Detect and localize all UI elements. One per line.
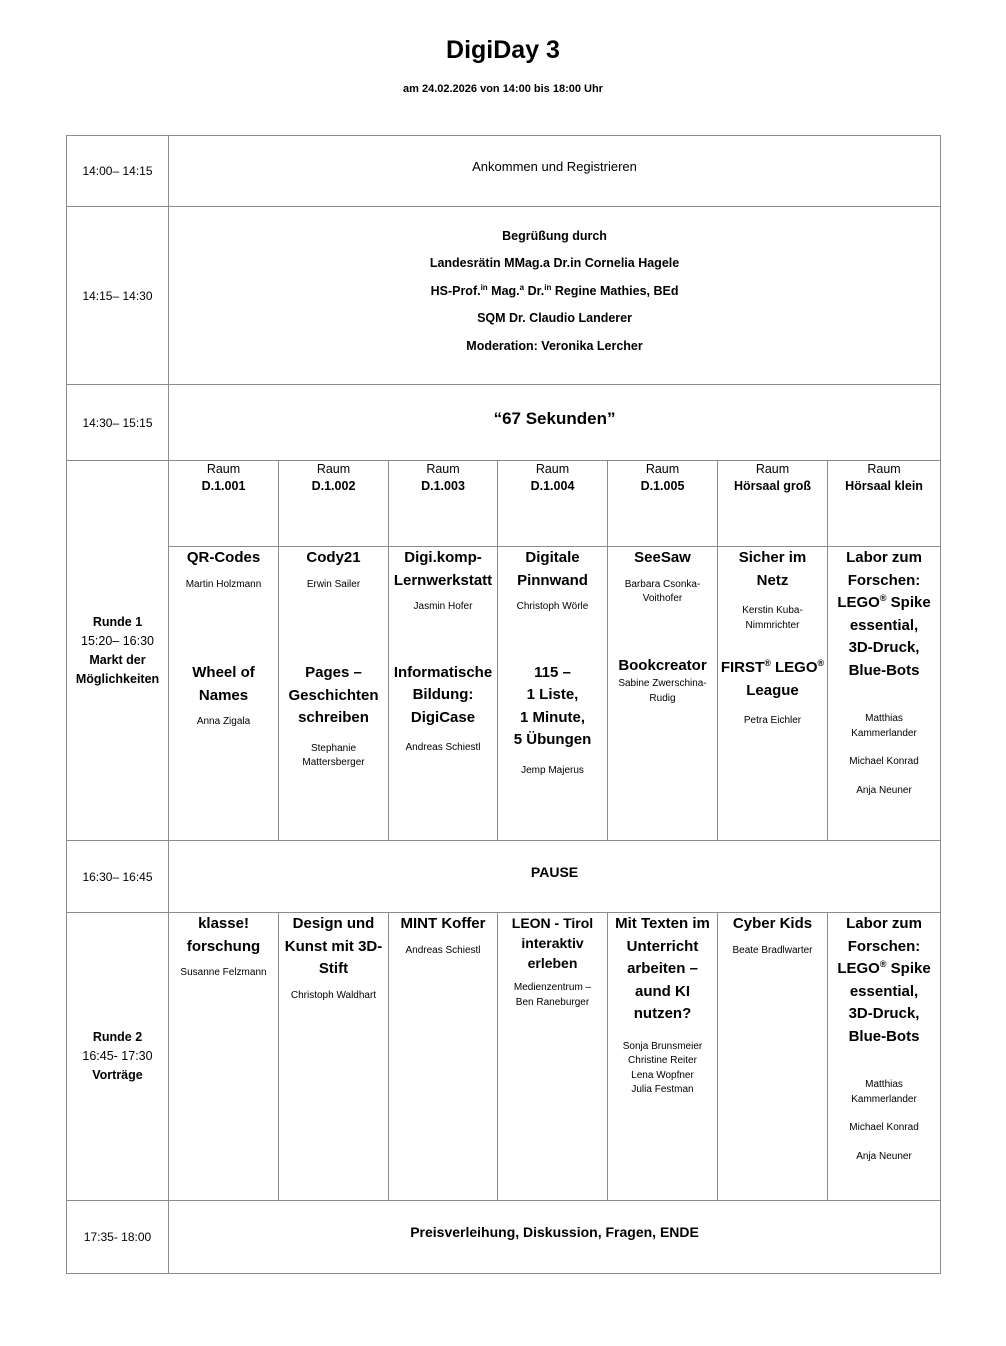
room-header: Raum D.1.005 — [608, 461, 718, 547]
session-speaker: Andreas Schiestl — [405, 944, 481, 956]
session-title: Forschen: — [847, 571, 921, 589]
round1-label-cell — [67, 461, 169, 841]
session-title: Forschen: — [847, 937, 921, 955]
session-title: Sicher im — [738, 549, 807, 566]
round1-subtitle: Markt der — [89, 652, 146, 667]
pause-cell — [169, 841, 941, 913]
session-title: MINT Koffer — [400, 915, 486, 932]
session-title: Unterricht — [626, 937, 699, 955]
keynote-cell — [169, 385, 941, 461]
session-title: essential, — [849, 982, 919, 1000]
session-cell — [389, 547, 498, 841]
session-speaker: Petra Eichler — [743, 715, 802, 726]
session-speaker: Anja Neuner — [856, 784, 912, 796]
session-title: Lernwerkstatt — [393, 571, 493, 589]
session-title: Geschichten — [288, 686, 379, 704]
room-header: Raum D.1.003 — [389, 461, 498, 547]
session-title: Bookcreator — [618, 656, 707, 674]
session-title: essential, — [849, 616, 919, 634]
session-title: Kunst mit 3D- — [284, 937, 383, 955]
session-title: Mit Texten im — [615, 915, 710, 932]
session-speaker: Kerstin Kuba- Nimmrichter — [742, 605, 803, 631]
session-speaker: Erwin Sailer — [306, 578, 361, 590]
session-title: Blue-Bots — [848, 1027, 920, 1045]
round1-time: 15:20– 16:30 — [81, 633, 154, 648]
round2-subtitle: Vorträge — [92, 1068, 143, 1082]
session-title: LEGO® Spike — [837, 959, 931, 977]
session-speaker: Michael Konrad — [849, 1122, 919, 1133]
time-cell: 14:30– 15:15 — [67, 385, 169, 461]
schedule-row-keynote — [67, 385, 941, 461]
session-title: interaktiv — [521, 935, 584, 951]
session-title: Design und — [292, 915, 375, 932]
session-speaker: Michael Konrad — [849, 756, 919, 767]
round2-label-cell — [67, 913, 169, 1201]
session-speaker: Anja Neuner — [856, 1150, 912, 1162]
session-title: 115 – — [534, 663, 571, 681]
time-cell: 14:15– 14:30 — [67, 207, 169, 385]
session-title: QR-Codes — [186, 549, 261, 566]
session-cell — [608, 547, 718, 841]
welcome-line: Landesrätin MMag.a Dr.in Cornelia Hagele — [429, 256, 680, 271]
session-cell — [498, 913, 608, 1201]
session-cell — [279, 913, 389, 1201]
session-title: Digitale — [525, 549, 580, 566]
welcome-line: SQM Dr. Claudio Landerer — [477, 311, 632, 326]
session-title: 3D-Druck, — [848, 1005, 920, 1022]
session-title: Cyber Kids — [732, 915, 813, 932]
session-speaker: Sonja Brunsmeier Christine Reiter Lena Wopfner Julia Festman — [622, 1040, 703, 1095]
session-title: Stift — [318, 960, 349, 977]
schedule-row-arrival — [67, 136, 941, 207]
session-cell — [389, 913, 498, 1201]
session-speaker: Stephanie Mattersberger — [302, 742, 365, 768]
session-title: LEON - Tirol — [511, 915, 594, 931]
welcome-cell — [169, 207, 941, 385]
session-speaker: Andreas Schiestl — [405, 742, 481, 753]
session-title: erleben — [527, 955, 578, 971]
session-cell — [718, 913, 828, 1201]
session-speaker: Sabine Zwerschina- Rudig — [618, 678, 707, 704]
session-cell — [608, 913, 718, 1201]
pause-label: PAUSE — [530, 863, 579, 880]
round2-time: 16:45- 17:30 — [82, 1049, 153, 1063]
session-cell — [828, 547, 941, 841]
room-header: Raum D.1.002 — [279, 461, 389, 547]
session-speaker: Barbara Csonka- Voithofer — [624, 578, 701, 604]
closing-text: Preisverleihung, Diskussion, Fragen, ENDE — [410, 1224, 699, 1240]
session-speaker: Martin Holzmann — [185, 578, 262, 590]
session-speaker: Medienzentrum – Ben Raneburger — [513, 982, 592, 1008]
session-title: Names — [198, 686, 249, 704]
round1-label: Runde 1 — [92, 614, 143, 629]
session-title: nutzen? — [633, 1005, 692, 1022]
session-title: Bildung: — [412, 686, 474, 703]
round2-label: Runde 2 — [92, 1030, 143, 1044]
schedule-row-closing — [67, 1201, 941, 1274]
session-speaker: Beate Bradlwarter — [732, 944, 813, 956]
session-title: Blue-Bots — [848, 661, 920, 679]
round1-sessions-row — [67, 547, 941, 841]
welcome-line: Moderation: Veronika Lercher — [466, 338, 643, 353]
session-title: 3D-Druck, — [848, 639, 920, 656]
schedule-table — [66, 135, 941, 1274]
session-title: Netz — [756, 571, 789, 589]
session-cell — [828, 913, 941, 1201]
session-title: Cody21 — [306, 549, 361, 566]
session-title: Pinnwand — [517, 571, 588, 589]
room-header: Raum Hörsaal groß — [718, 461, 828, 547]
session-title: arbeiten – — [627, 960, 698, 977]
session-title: forschung — [186, 937, 261, 955]
welcome-line: HS-Prof.$^{in}$ Mag.$^a$ Dr.$^{in}$ Regine Mathies, BEd — [430, 282, 679, 298]
arrival-text: Ankommen und Registrieren — [472, 159, 637, 174]
session-cell — [718, 547, 828, 841]
page-title: DigiDay 3 — [446, 36, 560, 64]
session-title: klasse! — [198, 915, 249, 932]
time-cell: 17:35- 18:00 — [67, 1201, 169, 1274]
round1-subtitle: Möglichkeiten — [75, 671, 160, 686]
welcome-line: Begrüßung durch — [502, 228, 607, 243]
schedule-row-pause — [67, 841, 941, 913]
session-title: schreiben — [298, 709, 369, 726]
session-title: League — [746, 681, 799, 699]
session-speaker: Susanne Felzmann — [180, 967, 267, 978]
session-title: Informatische — [393, 663, 493, 681]
time-cell: 16:30– 16:45 — [67, 841, 169, 913]
time-cell: 14:00– 14:15 — [67, 136, 169, 207]
room-header: Raum D.1.004 — [498, 461, 608, 547]
session-title: Labor zum — [846, 549, 922, 566]
session-title: Digi.komp- — [404, 549, 482, 566]
session-title: 1 Minute, — [519, 708, 585, 726]
session-speaker: Matthias Kammerlander — [851, 713, 917, 739]
session-cell — [279, 547, 389, 841]
session-cell — [169, 547, 279, 841]
session-speaker: Christoph Waldhart — [290, 989, 377, 1001]
room-header: Raum Hörsaal klein — [828, 461, 941, 547]
page-subtitle: am 24.02.2026 von 14:00 bis 18:00 Uhr — [403, 83, 603, 95]
schedule-row-welcome — [67, 207, 941, 385]
rooms-row — [67, 461, 941, 547]
arrival-cell — [169, 136, 941, 207]
keynote-title: “67 Sekunden” — [493, 408, 616, 428]
session-speaker: Christoph Wörle — [516, 601, 589, 612]
session-cell — [498, 547, 608, 841]
session-title: SeeSaw — [634, 549, 691, 566]
session-title: 1 Liste, — [526, 686, 579, 703]
session-title: aund KI — [635, 982, 690, 1000]
session-title: Wheel of — [192, 664, 255, 681]
round2-sessions-row — [67, 913, 941, 1201]
closing-cell — [169, 1201, 941, 1274]
session-title: Labor zum — [846, 915, 922, 932]
session-speaker: Anna Zigala — [196, 716, 251, 727]
session-title: Pages – — [305, 664, 362, 681]
session-speaker: Jemp Majerus — [521, 764, 584, 776]
room-header: Raum D.1.001 — [169, 461, 279, 547]
session-speaker: Matthias Kammerlander — [851, 1079, 917, 1105]
session-title: 5 Übungen — [513, 731, 592, 748]
session-title: FIRST® LEGO® — [720, 658, 825, 676]
session-title: DigiCase — [410, 708, 476, 726]
session-cell — [169, 913, 279, 1201]
session-speaker: Jasmin Hofer — [413, 601, 473, 612]
session-title: LEGO® Spike — [837, 593, 931, 611]
